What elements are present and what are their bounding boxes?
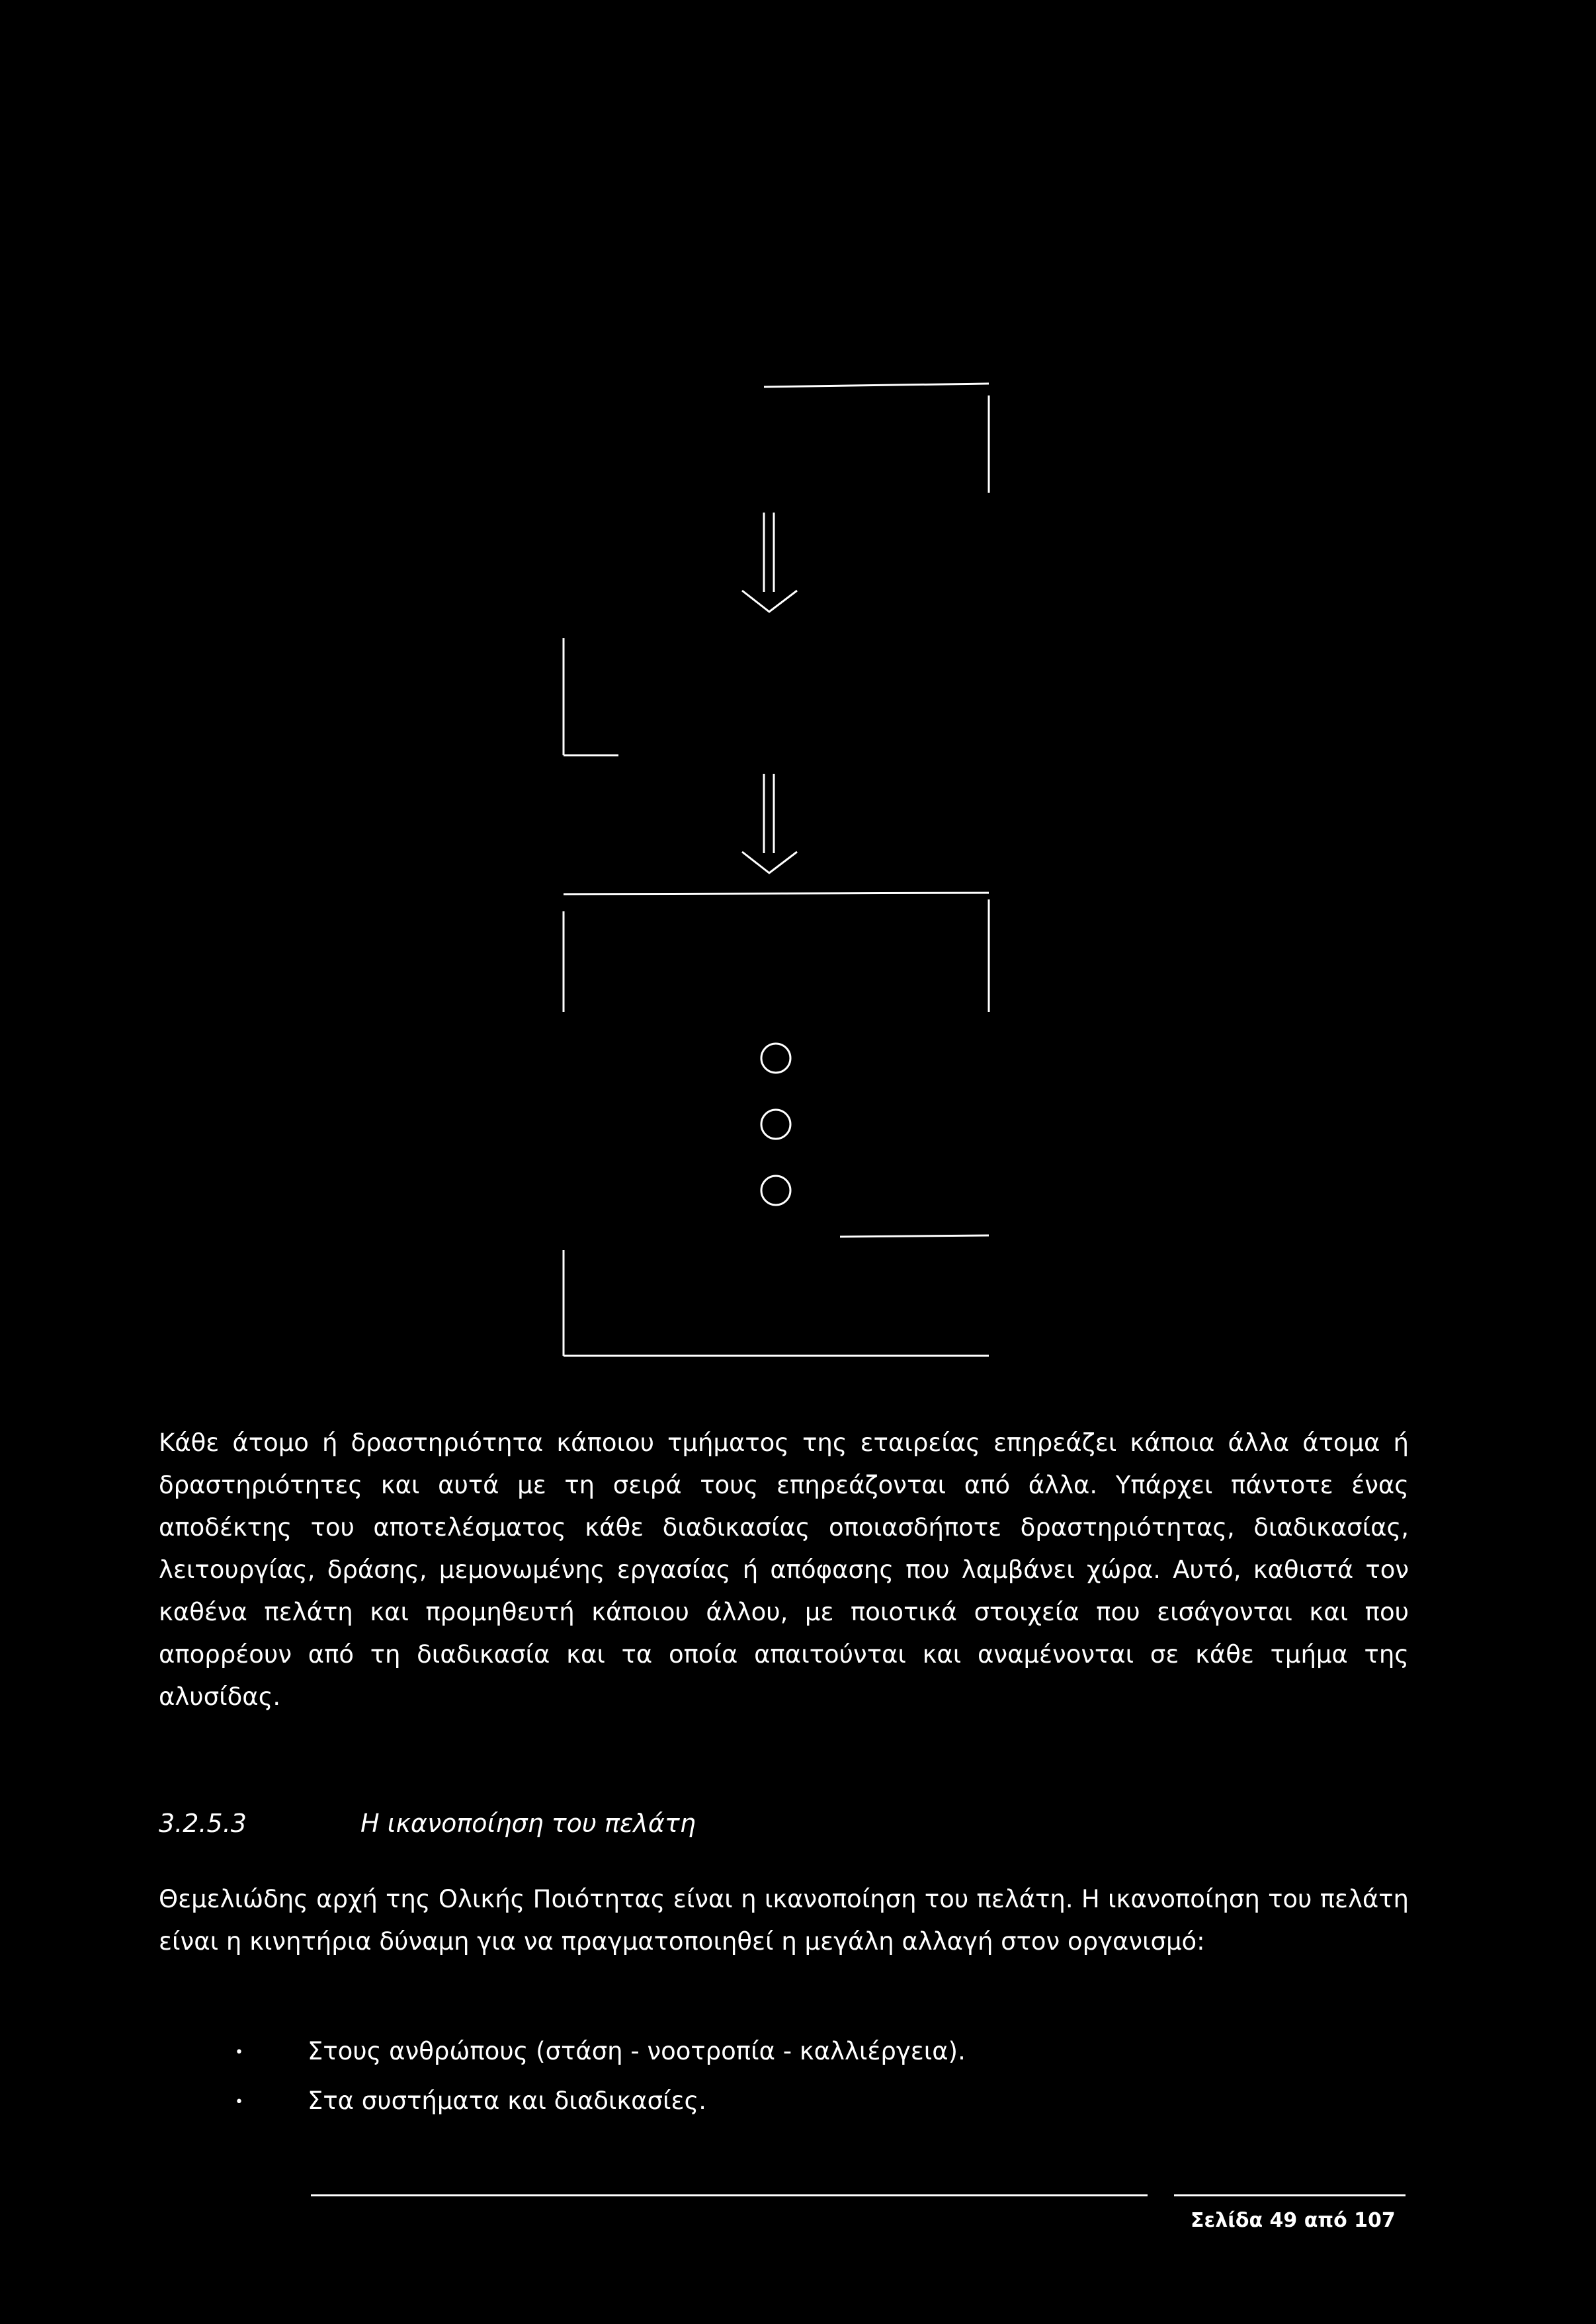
section-number: 3.2.5.3 bbox=[159, 1809, 247, 1838]
list-circle-icon bbox=[761, 1110, 790, 1139]
paragraph-customers-suppliers: Κάθε άτομο ή δραστηριότητα κάποιου τμήματος της εταιρείας επηρεάζει κάποια άλλα άτομα ή δραστηριότητες και αυτά με τη σειρά τους επηρεάζονται από άλλα. Υπάρχει πάντοτε ένας αποδέκτης του αποτελέσματος κάθε διαδικασίας οποιασδήποτε δραστηριότητας, διαδικασίας, λειτουργίας, δράσης, μεμονωμένης εργασίας ή απόφασης που λαμβάνει χώρα. Αυτό, καθιστά τον καθένα πελάτη και προμηθευτή κάποιου άλλου, με ποιοτικά στοιχεία που εισάγονται και που απορρέουν από τη διαδικασία και τα οποία απαιτούνται και αναμένονται σε κάθε τμήμα της αλυσίδας. bbox=[159, 1429, 1409, 1711]
section-heading bbox=[159, 1809, 696, 1838]
footer-rule bbox=[311, 2194, 1148, 2196]
page-number: Σελίδα 49 από 107 bbox=[1191, 2209, 1396, 2232]
list-item bbox=[235, 2037, 966, 2065]
paragraph-customer-satisfaction: Θεμελιώδης αρχή της Ολικής Ποιότητας είναι η ικανοποίηση του πελάτη. Η ικανοποίηση του πελάτη είναι η κινητήρια δύναμη για να πραγματοποιηθεί η μεγάλη αλλαγή στον οργανισμό: bbox=[159, 1885, 1409, 1956]
list-circle-icon bbox=[761, 1044, 790, 1073]
down-arrow-icon bbox=[742, 774, 797, 873]
box-top-edge bbox=[564, 893, 989, 894]
list-item-text: Στους ανθρώπους (στάση - νοοτροπία - καλλιέργεια). bbox=[308, 2037, 966, 2065]
footer-rule-page bbox=[1174, 2194, 1406, 2196]
box-top-edge bbox=[764, 384, 989, 387]
list-circle-icon bbox=[761, 1176, 790, 1205]
section-title: Η ικανοποίηση του πελάτη bbox=[360, 1809, 696, 1838]
list-item-text: Στα συστήματα και διαδικασίες. bbox=[308, 2087, 707, 2115]
list-item bbox=[235, 2087, 706, 2115]
box-top-edge bbox=[840, 1235, 989, 1237]
bullet-icon: • bbox=[235, 2094, 243, 2110]
bullet-icon: • bbox=[235, 2044, 243, 2061]
down-arrow-icon bbox=[742, 513, 797, 612]
